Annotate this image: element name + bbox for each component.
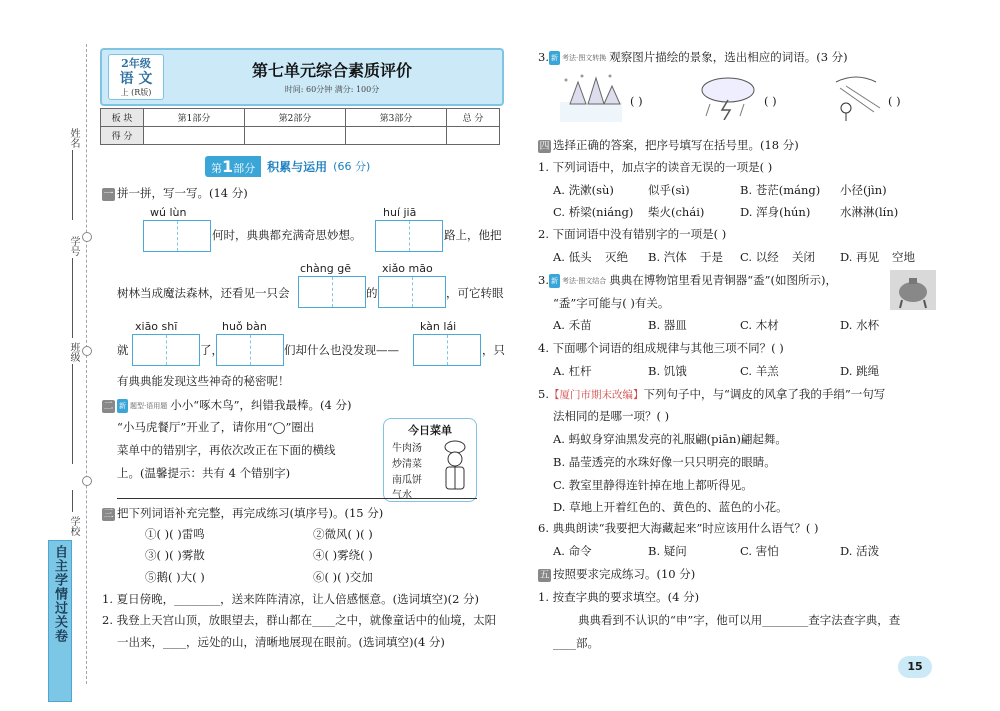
score-cell[interactable] <box>144 127 245 145</box>
score-cell[interactable] <box>447 127 500 145</box>
q4-subquestion: “盉”字可能与( )有关。 <box>553 296 670 310</box>
binding-hole <box>82 232 92 242</box>
page-subtitle: 时间: 60分钟 满分: 100分 <box>284 85 380 94</box>
spine-title: 自主学情过关卷 <box>52 545 67 643</box>
r3-prompt: 3. 新 考法·图文转换 观察图片描绘的景象，选出相应的词语。(3 分) <box>538 50 848 64</box>
bronze-vessel-image <box>890 270 936 310</box>
option: 灭绝 <box>605 250 628 264</box>
option[interactable]: D. 跳绳 <box>840 364 880 378</box>
wind-rain-image <box>826 72 886 122</box>
menu-title: 今日菜单 <box>408 424 452 437</box>
pinyin: xiāo shī <box>135 320 178 333</box>
idiom-item[interactable]: ①( )( )雷鸣 <box>145 527 205 541</box>
pinyin: huǒ bàn <box>222 320 267 333</box>
binding-line <box>86 44 87 684</box>
pinyin: kàn lái <box>420 320 457 333</box>
pinyin: xiǎo māo <box>382 262 433 275</box>
school-label: 学校 <box>68 516 79 536</box>
writing-grid[interactable] <box>216 334 284 366</box>
writing-grid[interactable] <box>375 220 443 252</box>
name-label: 姓名 <box>68 128 79 148</box>
exam-header <box>100 48 504 106</box>
option: 柴火(chái) <box>648 205 705 219</box>
chef-icon <box>440 439 470 495</box>
snow-scene-image <box>560 72 622 122</box>
q2-text: “小马虎餐厅”开业了，请你用“◯”圈出 <box>117 420 315 434</box>
answer-line[interactable] <box>117 498 477 499</box>
idiom-item[interactable]: ④( )雾绕( ) <box>313 548 373 562</box>
score-header-cell: 板 块 <box>101 109 144 127</box>
option[interactable]: C. 木材 <box>740 318 779 332</box>
option[interactable]: A. 低头 <box>553 250 592 264</box>
score-row-label: 得 分 <box>101 127 144 145</box>
q1-text: 何时，典典都充满奇思妙想。 <box>212 228 362 242</box>
pinyin: wú lùn <box>150 206 187 219</box>
option[interactable]: B. 器皿 <box>648 318 687 332</box>
option[interactable]: D. 活泼 <box>840 544 880 558</box>
option: 空地 <box>892 250 915 264</box>
pinyin: chàng gē <box>300 262 351 275</box>
q1-text: 树林当成魔法森林，还看见一只会 <box>117 286 290 300</box>
volume-label: 上 (R版) <box>120 88 152 97</box>
id-line <box>72 258 73 338</box>
thunder-cloud-image <box>698 74 758 120</box>
option[interactable]: D. 水杯 <box>840 318 880 332</box>
q1-text: 们却什么也没发现—— <box>284 343 399 357</box>
option[interactable]: A. 杠杆 <box>553 364 592 378</box>
answer-blank[interactable]: ( ) <box>888 94 901 108</box>
option: 水淋淋(lín) <box>840 205 899 219</box>
option[interactable]: A. 禾苗 <box>553 318 592 332</box>
idiom-item[interactable]: ⑤鹅( )大( ) <box>145 570 205 584</box>
subject-label: 语 文 <box>119 71 153 87</box>
q1-text: ，只 <box>482 343 505 357</box>
q4-prompt: 四 选择正确的答案，把序号填写在括号里。(18 分) <box>539 138 799 152</box>
page-title: 第七单元综合素质评价 <box>251 61 412 80</box>
q3-subquestion: 一出来，____，远处的山，清晰地展现在眼前。(选词填空)(4 分) <box>117 635 445 649</box>
q2-text: 菜单中的错别字，再依次改正在下面的横线 <box>117 443 336 457</box>
score-header-cell: 第1部分 <box>144 109 245 127</box>
menu-item[interactable]: 牛肉汤 <box>392 443 422 454</box>
option[interactable]: C. 羊羔 <box>740 364 779 378</box>
q5-text: ____部。 <box>553 636 599 650</box>
score-header-cell: 第3部分 <box>346 109 447 127</box>
answer-blank[interactable]: ( ) <box>630 94 643 108</box>
class-label: 班级 <box>68 342 79 362</box>
option[interactable]: A. 蚂蚁身穿油黑发亮的礼服翩(piān)翩起舞。 <box>553 432 787 446</box>
q3-prompt: 三 把下列词语补充完整，再完成练习(填序号)。(15 分) <box>103 506 384 520</box>
option[interactable]: A. 命令 <box>553 544 592 558</box>
option[interactable]: A. 洗漱(sù) <box>553 183 614 197</box>
option[interactable]: B. 饥饿 <box>648 364 687 378</box>
pinyin: huí jiā <box>383 206 417 219</box>
q1-text: 了， <box>200 343 223 357</box>
score-header-cell: 总 分 <box>447 109 500 127</box>
option[interactable]: B. 晶莹透亮的水珠好像一只只明亮的眼睛。 <box>553 455 776 469</box>
writing-grid[interactable] <box>413 334 481 366</box>
section-score: (66 分) <box>333 160 371 173</box>
menu-item[interactable]: 气水 <box>392 490 412 501</box>
q4-subquestion: 6. 典典朗读“我要把大海藏起来”时应该用什么语气？( ) <box>538 521 819 535</box>
option[interactable]: C. 桥梁(niáng) <box>553 205 634 219</box>
q5-subquestion: 1. 按查字典的要求填空。(4 分) <box>538 590 700 604</box>
q4-subquestion: 4. 下面哪个词语的组成规律与其他三项不同？( ) <box>538 341 784 355</box>
page-number: 15 <box>898 656 932 678</box>
score-header-cell: 第2部分 <box>245 109 346 127</box>
writing-grid[interactable] <box>132 334 200 366</box>
writing-grid[interactable] <box>143 220 211 252</box>
idiom-item[interactable]: ②微风( )( ) <box>313 527 373 541</box>
menu-item[interactable]: 南瓜饼 <box>392 475 422 486</box>
menu-card <box>383 418 477 502</box>
q3-subquestion: 1. 夏日傍晚，________，送来阵阵清凉，让人倍感惬意。(选词填空)(2 分) <box>102 592 480 606</box>
q2-prompt: 二 新 题型·语用题 小小“啄木鸟”，纠错我最棒。(4 分) <box>103 398 352 412</box>
option[interactable]: C. 教室里静得连针掉在地上都听得见。 <box>553 478 753 492</box>
q4-subquestion: 法相同的是哪一项？( ) <box>553 409 670 423</box>
class-line <box>72 364 73 464</box>
q5-prompt: 五 按照要求完成练习。(10 分) <box>539 567 696 581</box>
q3-subquestion: 2. 我登上天宫山顶，放眼望去，群山都在____之中，就像童话中的仙境，太阳 <box>102 613 497 627</box>
q1-text: ，可它转眼 <box>446 286 504 300</box>
q1-text: 有典典能发现这些神奇的秘密呢！ <box>117 374 290 388</box>
writing-grid[interactable] <box>298 276 366 308</box>
q4-subquestion: 2. 下面词语中没有错别字的一项是( ) <box>538 227 727 241</box>
option[interactable]: B. 汽体 <box>648 250 687 264</box>
spine-banner <box>48 540 72 702</box>
option[interactable]: B. 苍茫(máng) <box>740 183 821 197</box>
option[interactable]: D. 浑身(hún) <box>740 205 811 219</box>
option[interactable]: C. 以经 <box>740 250 779 264</box>
grade-label: 2年级 <box>121 57 151 70</box>
option[interactable]: B. 疑问 <box>648 544 687 558</box>
section-banner <box>205 156 370 176</box>
q1-text: 就 <box>117 343 129 357</box>
grade-box <box>108 54 164 100</box>
score-cell[interactable] <box>245 127 346 145</box>
answer-blank[interactable]: ( ) <box>764 94 777 108</box>
idiom-item[interactable]: ⑥( )( )交加 <box>313 570 373 584</box>
q1-text: 路上，他把 <box>444 228 502 242</box>
q4-subquestion: 5.【厦门市期末改编】下列句子中，与“调皮的风拿了我的手绢”一句写 <box>538 387 886 401</box>
option: 似乎(sì) <box>648 183 690 197</box>
option[interactable]: D. 草地上开着红色的、黄色的、蓝色的小花。 <box>553 500 788 514</box>
q1-prompt: 一 拼一拼，写一写。(14 分) <box>103 186 248 200</box>
option[interactable]: C. 害怕 <box>740 544 779 558</box>
q4-subquestion: 3. 新 考法·图文结合 典典在博物馆里看见青铜器“盉”(如图所示)， <box>538 273 837 287</box>
section-title: 积累与运用 <box>267 159 328 174</box>
score-table <box>100 108 500 145</box>
id-label: 学号 <box>68 236 79 256</box>
score-cell[interactable] <box>346 127 447 145</box>
option[interactable]: D. 再见 <box>840 250 880 264</box>
q2-text: 上。(温馨提示：共有 4 个错别字) <box>117 466 291 480</box>
name-line <box>72 150 73 220</box>
menu-item[interactable]: 炒清菜 <box>392 459 422 470</box>
option: 于是 <box>700 250 723 264</box>
q5-text: 典典看到不认识的“申”字，他可以用________查字法查字典，查 <box>578 613 901 627</box>
q1-text: 的 <box>366 286 378 300</box>
section-tag: 第1部分 <box>205 156 261 177</box>
binding-hole <box>82 476 92 486</box>
writing-grid[interactable] <box>378 276 446 308</box>
school-line <box>72 490 73 512</box>
binding-hole <box>82 346 92 356</box>
option: 小径(jìn) <box>840 183 887 197</box>
option: 关闭 <box>792 250 815 264</box>
idiom-item[interactable]: ③( )( )雾散 <box>145 548 205 562</box>
q4-subquestion: 1. 下列词语中，加点字的读音无误的一项是( ) <box>538 160 773 174</box>
